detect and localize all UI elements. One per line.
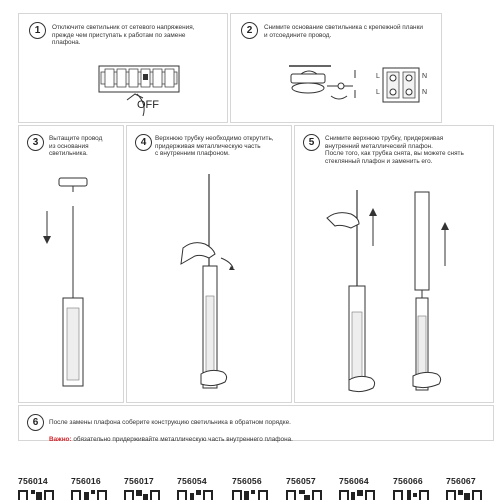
step-1-panel: [18, 13, 228, 123]
warning-line: [49, 428, 293, 443]
qr-code: [286, 490, 322, 500]
product-code: 756017: [124, 476, 154, 486]
step-number: 2: [241, 22, 258, 39]
product-code: 756016: [71, 476, 101, 486]
step-5-panel: [294, 125, 494, 403]
step-text: Снимите верхнюю трубку, придерживая внутренний металлический плафон. После того, как трубка снята, вы можете снять стеклянный плафон и заменить его.: [325, 135, 464, 165]
step-text: После замены плафона соберите конструкцию светильника в обратном порядке.: [49, 419, 291, 426]
product-code: 756067: [446, 476, 476, 486]
product-code: 756056: [232, 476, 262, 486]
warning-text: обязательно придерживайте металлическую часть внутреннего плафона.: [71, 435, 293, 443]
product-code: 756014: [18, 476, 48, 486]
step-number: 6: [27, 414, 44, 431]
ceiling-mount-illustration: [231, 14, 443, 124]
circuit-breaker-illustration: [19, 14, 229, 124]
qr-code: [393, 490, 429, 500]
product-code: 756054: [177, 476, 207, 486]
step-text: Снимите основание светильника с крепежной планки и отсоедините провод.: [264, 24, 423, 39]
qr-code: [232, 490, 268, 500]
pendant-lamp-illustration: [19, 126, 125, 404]
qr-code: [71, 490, 107, 500]
step-text: Вытащите провод из основания светильника.: [49, 135, 103, 158]
qr-code: [339, 490, 375, 500]
qr-code: [446, 490, 482, 500]
step-4-panel: [126, 125, 292, 403]
step-number: 3: [27, 134, 44, 151]
terminal-label: N: [422, 73, 428, 80]
product-code: 756057: [286, 476, 316, 486]
step-number: 4: [135, 134, 152, 151]
step-number: 5: [303, 134, 320, 151]
qr-code: [18, 490, 54, 500]
step-6-panel: [18, 405, 494, 441]
remove-tube-illustration: [295, 126, 495, 404]
qr-code: [177, 490, 213, 500]
warning-label: Важно:: [49, 435, 72, 443]
unscrew-tube-illustration: [127, 126, 293, 404]
terminal-label: L: [376, 73, 380, 80]
product-code: 756066: [393, 476, 423, 486]
qr-code: [124, 490, 160, 500]
step-2-panel: [230, 13, 442, 123]
terminal-label: N: [422, 89, 428, 96]
step-number: 1: [29, 22, 46, 39]
step-text: Верхнюю трубку необходимо открутить, придерживая металлическую часть с внутренним плафоном.: [155, 135, 274, 158]
step-text: Отключите светильник от сетевого напряжения, прежде чем приступать к работам по замене плафона.: [52, 24, 195, 47]
step-3-panel: [18, 125, 124, 403]
product-code: 756064: [339, 476, 369, 486]
terminal-label: L: [376, 89, 380, 96]
off-label: OFF: [137, 99, 159, 111]
